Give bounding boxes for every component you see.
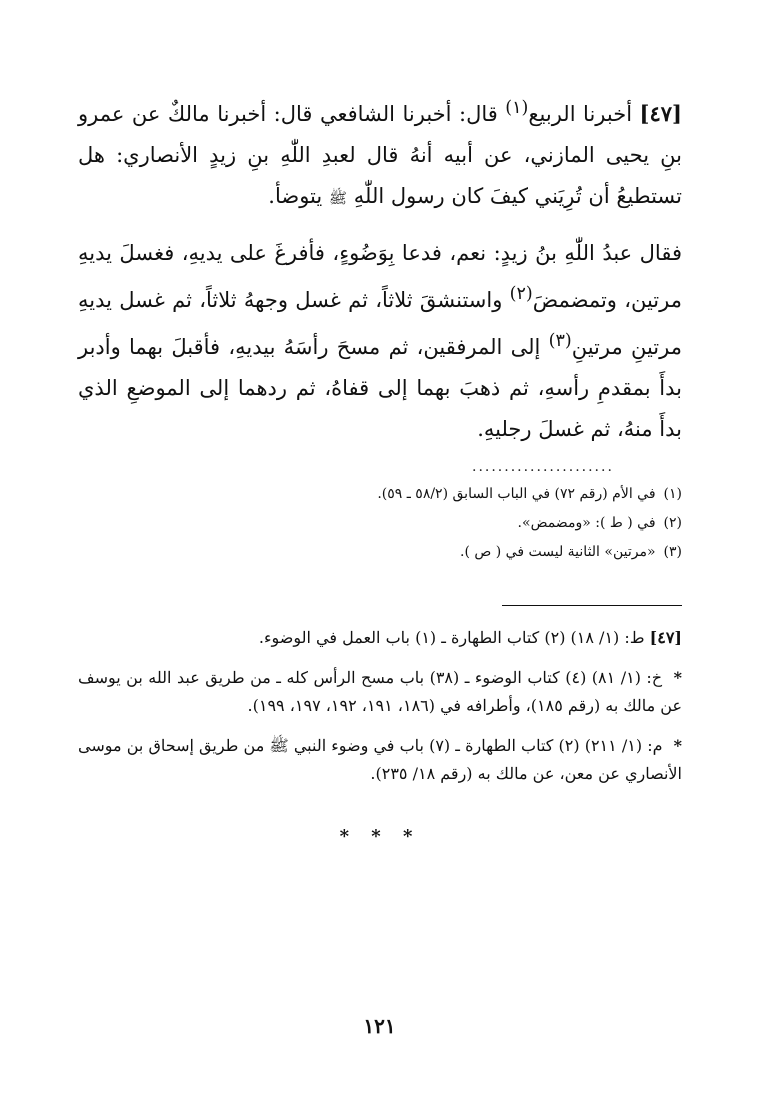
source-bukhari	[78, 664, 682, 720]
narration-text-3: إلى المرفقين، ثم مسحَ رأسَهُ بيديهِ، فأقبلَ بهما وأدبر بدأَ بمقدمِ رأسهِ، ثم ذهبَ بهما إلى قفاهُ، ثم ردهما إلى الموضعِ الذي بدأَ منهُ، ثم غسلَ رجليهِ.	[78, 335, 682, 441]
source-text: خ: (١/ ٨١) (٤) كتاب الوضوء ـ (٣٨) باب مسح الرأس كله ـ من طريق عبد الله بن يوسف عن مالك به (رقم ١٨٥)، وأطرافه في (١٨٦، ١٩١، ١٩٢، ١٩٧، ١٩٩).	[78, 668, 682, 715]
footnote-text: في الأم (رقم ٧٢) في الباب السابق (٥٨/٢ ـ ٥٩).	[377, 486, 656, 502]
footnotes-list	[78, 484, 682, 563]
salutation-symbol: ﷺ	[328, 189, 348, 207]
source-muwatta	[78, 624, 682, 652]
source-tag: [٤٧]	[649, 628, 682, 647]
source-text: ط: (١/ ١٨) (٢) كتاب الطهارة ـ (١) باب العمل في الوضوء.	[258, 628, 645, 647]
source-muslim	[78, 732, 682, 788]
hadith-text-3: يتوضأ.	[268, 184, 323, 208]
page-number: ١٢١	[363, 1014, 396, 1038]
footnote-2	[78, 513, 682, 534]
hadith-paragraph	[78, 88, 682, 219]
narration-paragraph	[78, 233, 682, 450]
star-marker: *	[673, 668, 682, 687]
footnote-number: (٢)	[663, 515, 682, 531]
source-text: م: (١/ ٢١١) (٢) كتاب الطهارة ـ (٧) باب في وضوء النبي ﷺ من طريق إسحاق بن موسى الأنصاري عن معن، عن مالك به (رقم ١٨/ ٢٣٥).	[78, 736, 682, 783]
footnote-3	[78, 542, 682, 563]
hadith-text-1: أخبرنا الربيع	[528, 102, 633, 126]
footnote-ref-2[interactable]: (٢)	[509, 284, 533, 304]
narration-text-1: فقال عبدُ اللّٰهِ بنُ زيدٍ: نعم، فدعا بِوَضُوءٍ، فأفرغَ على يديهِ، فغسلَ يديهِ مرتين، وتمضمضَ	[78, 241, 682, 312]
footnote-separator: ......................	[472, 460, 614, 474]
star-marker: *	[673, 736, 682, 755]
sources-divider	[502, 605, 682, 606]
footnote-1	[78, 484, 682, 505]
footnote-ref-3[interactable]: (٣)	[548, 331, 572, 351]
footnote-number: (٣)	[663, 544, 682, 560]
footnote-number: (١)	[663, 486, 682, 502]
page-content	[78, 88, 682, 847]
hadith-text-2: قال: أخبرنا الشافعي قال: أخبرنا مالكٌ عن عمرو بنِ يحيى المازني، عن أبيه أنهُ قال لعبدِ اللّٰهِ بنِ زيدٍ الأنصاري: هل تستطيعُ أن تُرِيَني كيفَ كان رسول اللّٰهِ	[78, 102, 682, 208]
footnote-text: في ( ط ): «ومضمض».	[517, 515, 656, 531]
end-marker: * * *	[339, 826, 421, 847]
footnote-ref-1[interactable]: (١)	[505, 98, 529, 118]
footnote-text: «مرتين» الثانية ليست في ( ص ).	[460, 544, 656, 560]
narration-text-2: واستنشقَ ثلاثاً، ثم غسل وجههُ ثلاثاً، ثم غسل يديهِ مرتينِ مرتينِ	[78, 288, 682, 359]
hadith-number: [٤٧]	[639, 101, 682, 126]
